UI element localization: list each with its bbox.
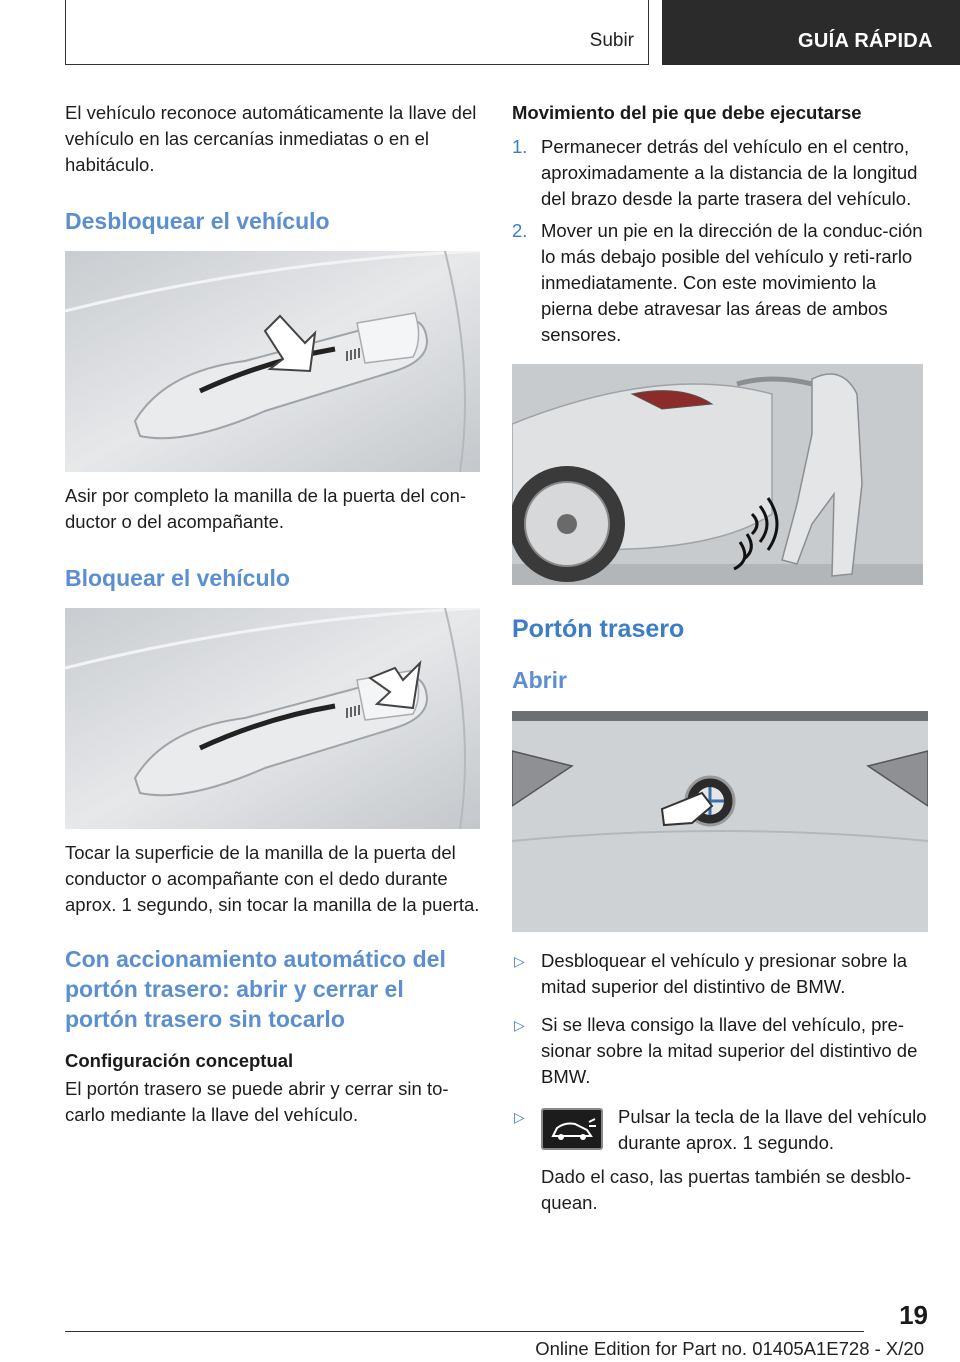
- page-number: 19: [899, 1300, 928, 1330]
- subir-link[interactable]: Subir: [589, 30, 634, 51]
- movement-steps: [512, 134, 928, 348]
- door-handle-unlock-illustration: [65, 251, 480, 472]
- bullet-item-key: [512, 1104, 928, 1156]
- footer-divider: [65, 1331, 864, 1332]
- step-item: [512, 218, 928, 348]
- open-heading: Abrir: [512, 667, 567, 693]
- triangle-right-icon: ▷: [514, 1017, 525, 1033]
- intro-text: El vehículo reconoce automáticamente la llave del vehículo en las cercanías inmediatas o en el habitáculo.: [65, 102, 477, 175]
- footer-edition: Online Edition for Part no. 01405A1E728 - X/20: [535, 1338, 924, 1359]
- step-item: [512, 134, 928, 212]
- concept-text: El portón trasero se puede abrir y cerrar sin to-carlo mediante la llave del vehículo.: [65, 1078, 449, 1125]
- unlock-text: Asir por completo la manilla de la puerta del con-ductor o del acompañante.: [65, 485, 467, 532]
- bullet-text: Si se lleva consigo la llave del vehículo, pre-sionar sobre la mitad superior del distintivo de BMW.: [541, 1014, 918, 1087]
- movement-heading: Movimiento del pie que debe ejecutarse: [512, 102, 862, 123]
- door-handle-lock-illustration: [65, 608, 480, 829]
- door-handle-lock-image: [65, 608, 480, 829]
- auto-tailgate-heading: Con accionamiento automático del portón trasero: abrir y cerrar el portón trasero sin tocarlo: [65, 946, 446, 1032]
- car-tailgate-key-icon: [541, 1108, 603, 1150]
- lock-heading: Bloquear el vehículo: [65, 565, 290, 591]
- step-text: Mover un pie en la dirección de la conduc-ción lo más debajo posible del vehículo y reti-rarlo inmediatamente. Con este movimiento la pierna debe atravesar las áreas de ambos sensores.: [541, 220, 923, 345]
- lock-text: Tocar la superficie de la manilla de la puerta del conductor o acompañante con el dedo durante aprox. 1 segundo, sin tocar la manilla de la puerta.: [65, 842, 480, 915]
- bullet-text: Pulsar la tecla de la llave del vehículo durante aprox. 1 segundo.: [618, 1106, 927, 1153]
- triangle-right-icon: ▷: [514, 1109, 525, 1125]
- foot-sensor-illustration: [512, 364, 923, 585]
- bullet-item: [512, 948, 928, 1000]
- triangle-right-icon: ▷: [514, 953, 525, 969]
- bullet-item: [512, 1012, 928, 1090]
- step-number: 2.: [512, 220, 528, 241]
- concept-heading: Configuración conceptual: [65, 1050, 294, 1071]
- step-text: Permanecer detrás del vehículo en el centro, aproximadamente a la distancia de la longitud del brazo desde la parte trasera del vehículo.: [541, 136, 918, 209]
- bullet-text: Desbloquear el vehículo y presionar sobre la mitad superior del distintivo de BMW.: [541, 950, 908, 997]
- step-number: 1.: [512, 136, 528, 157]
- section-tab-label: GUÍA RÁPIDA: [798, 30, 933, 52]
- header-bar: [65, 0, 649, 65]
- section-tab[interactable]: [662, 0, 960, 65]
- unlock-heading: Desbloquear el vehículo: [65, 208, 330, 234]
- key-note: Dado el caso, las puertas también se desblo-quean.: [541, 1166, 912, 1213]
- left-column: [65, 100, 480, 1128]
- foot-sensor-image: [512, 364, 923, 585]
- open-bullets: [512, 948, 928, 1156]
- door-handle-unlock-image: [65, 251, 480, 472]
- right-column: [512, 100, 928, 1216]
- tailgate-emblem-image: [512, 711, 928, 932]
- tailgate-heading: Portón trasero: [512, 615, 685, 643]
- tailgate-emblem-illustration: [512, 711, 928, 932]
